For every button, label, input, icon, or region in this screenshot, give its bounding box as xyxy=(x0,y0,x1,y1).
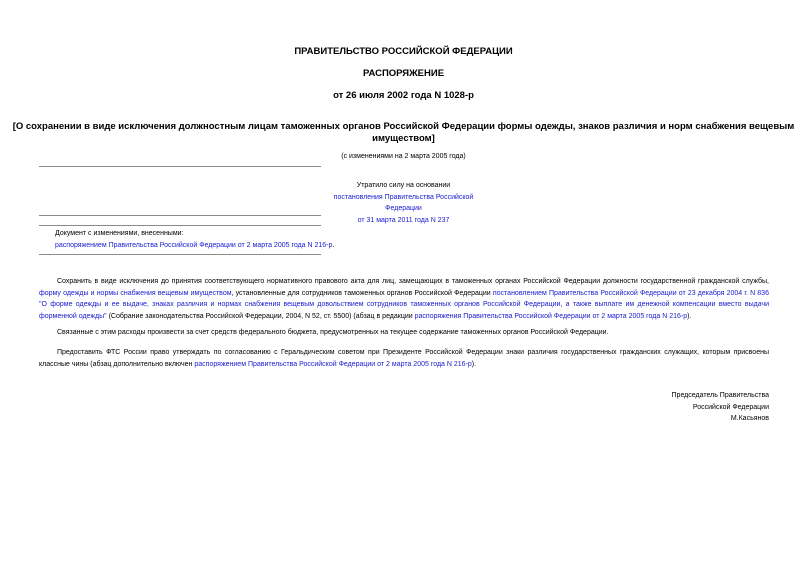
expired-basis-text: Утратило силу на основании xyxy=(356,182,451,189)
paragraph-3 xyxy=(39,347,769,370)
document-title-line-2: имуществом] xyxy=(372,133,435,144)
signature-block xyxy=(672,390,769,425)
changes-label: Документ с изменениями, внесенными: xyxy=(55,230,184,237)
signature-name: М.Касьянов xyxy=(730,415,769,422)
p3-text-b: ). xyxy=(471,360,477,368)
expired-block xyxy=(321,180,486,226)
p1-text-c: (Собрание законодательства Российской Федерации, 2004, N 52, ст. 5500) (абзац в редакции xyxy=(106,312,415,320)
p1-text-b: , установленные для сотрудников таможенных органов Российской Федерации xyxy=(231,289,493,297)
paragraph-2: Связанные с этим расходы произвести за счет средств федерального бюджета, предусмотренных на текущее содержание таможенных органов Российской Федерации. xyxy=(57,329,609,336)
p1-text-a: Сохранить в виде исключения до принятия соответствующего нормативного правового акта для лиц, замещающих в таможенных органах Российской Федерации должности государственной гражданской службы, xyxy=(57,278,769,285)
divider-2 xyxy=(39,215,321,216)
document-title-line-1: [О сохранении в виде исключения должностным лицам таможенных органов Российской Федерации формы одежды, знаков различия и норм снабжения вещевым xyxy=(12,121,795,132)
changes-block xyxy=(55,228,334,251)
amended-note: (с изменениями на 2 марта 2005 года) xyxy=(341,153,466,160)
expired-link-date[interactable]: от 31 марта 2011 года N 237 xyxy=(357,216,450,224)
divider-4 xyxy=(39,254,321,255)
signature-position: Председатель Правительства xyxy=(671,392,769,399)
p3-link-order-216[interactable]: распоряжением Правительства Российской Федерации от 2 марта 2005 года N 216-р xyxy=(194,360,472,368)
changes-link[interactable]: распоряжением Правительства Российской Федерации от 2 марта 2005 года N 216-р xyxy=(55,241,333,249)
document-type: РАСПОРЯЖЕНИЕ xyxy=(362,68,445,79)
p1-text-d: ). xyxy=(687,312,692,320)
p3-text-a: Предоставить ФТС России право утверждать по согласованию с Геральдическим советом при Президенте Российской Федерации знаки различия государственных гражданских служащих, которым присвоены классные чины (абзац дополнительно включен xyxy=(39,349,769,368)
expired-link-resolution[interactable]: постановления Правительства Российской Федерации xyxy=(333,193,474,212)
signature-country: Российской Федерации xyxy=(692,403,769,411)
p1-link-uniform[interactable]: форму одежды и нормы снабжения вещевым имуществом xyxy=(39,289,232,297)
document-title xyxy=(0,121,807,145)
government-heading: ПРАВИТЕЛЬСТВО РОССИЙСКОЙ ФЕДЕРАЦИИ xyxy=(294,46,513,57)
document-date-number: от 26 июля 2002 года N 1028-р xyxy=(333,90,474,101)
p1-link-resolution-836[interactable]: постановлением Правительства Российской Федерации от 23 декабря 2004 г. N 836 "О форме одежды и ее выдаче, знаках различия и нормах снабжения вещевым довольствием сотрудников таможенных органов Российской Федерации, а также выплате им денежной компенсации вместо выдачи форменной одежды" xyxy=(39,289,769,320)
paragraph-1 xyxy=(39,276,769,322)
changes-end: . xyxy=(332,241,335,249)
divider-1 xyxy=(39,166,321,167)
divider-3 xyxy=(39,225,321,226)
p1-link-order-216[interactable]: распоряжения Правительства Российской Федерации от 2 марта 2005 года N 216-р xyxy=(414,312,688,320)
